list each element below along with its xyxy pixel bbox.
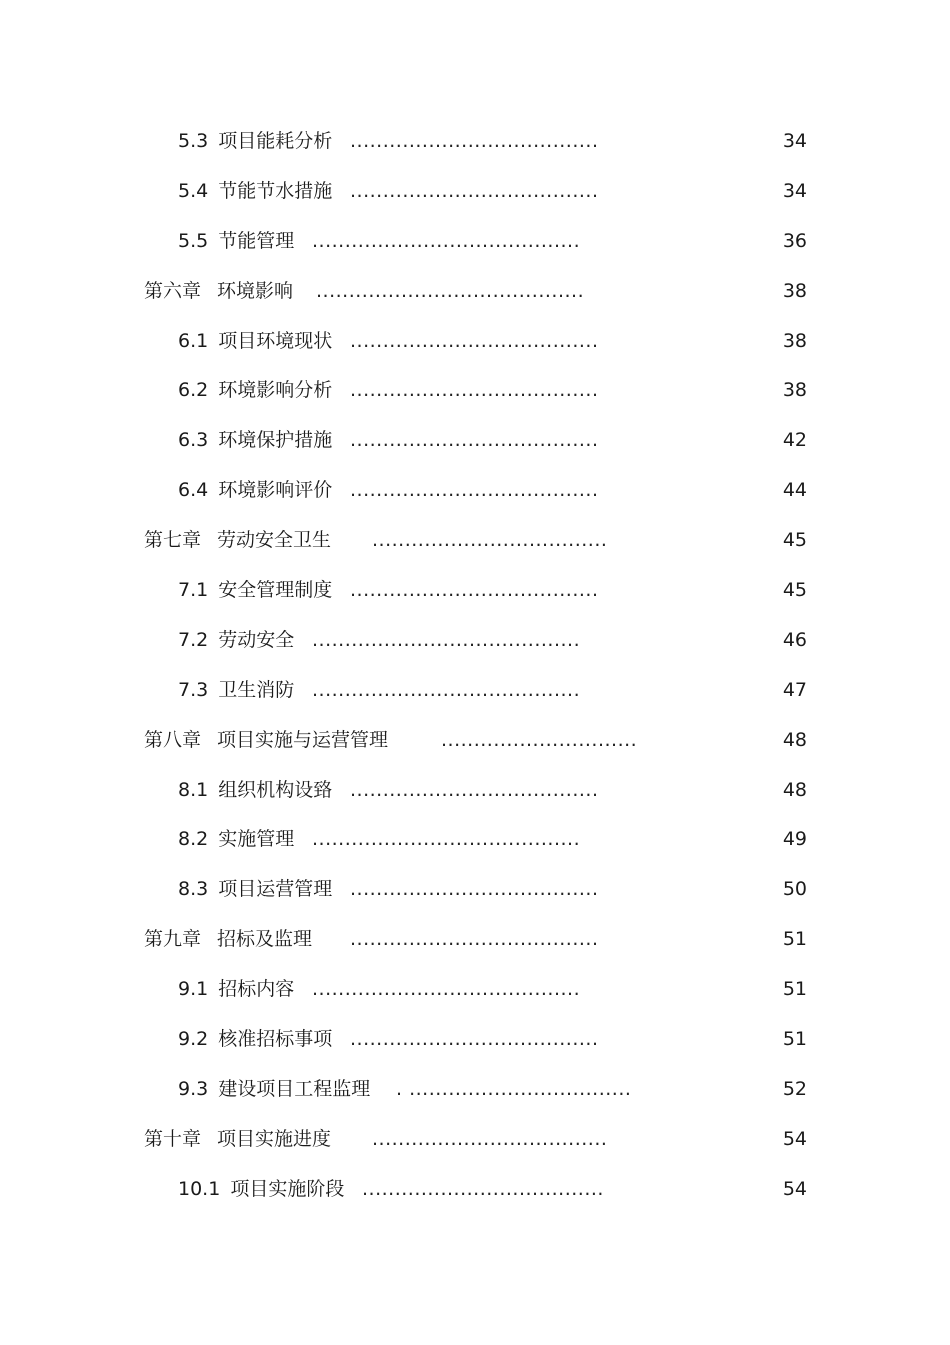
toc-entry-label (178, 565, 332, 615)
toc-page-number: 38 (782, 329, 807, 352)
toc-section-number: 8.2 (178, 828, 209, 851)
toc-dot-leader: ...................................... (350, 479, 599, 502)
toc-page-number: 51 (782, 928, 807, 951)
toc-section-entry[interactable] (0, 1014, 950, 1064)
toc-page-number: 52 (782, 1077, 807, 1100)
toc-entry-title: 核准招标事项 (218, 1028, 333, 1051)
toc-dot-leader: . .................................. (396, 1077, 632, 1100)
toc-section-entry[interactable] (0, 465, 950, 515)
toc-entry-title: 项目环境现状 (218, 329, 333, 352)
toc-section-entry[interactable] (0, 615, 950, 665)
toc-chapter-number: 第十章 (144, 1127, 202, 1150)
toc-section-entry[interactable] (0, 964, 950, 1014)
toc-section-number: 6.1 (178, 329, 209, 352)
toc-dot-leader: ...................................... (350, 878, 599, 901)
toc-chapter-number: 第九章 (144, 928, 202, 951)
toc-section-number: 8.1 (178, 778, 209, 801)
toc-chapter-number: 第六章 (144, 279, 202, 302)
toc-section-entry[interactable] (0, 365, 950, 415)
toc-entry-label (178, 465, 332, 515)
toc-page-number: 38 (782, 279, 807, 302)
toc-page-number: 51 (782, 1028, 807, 1051)
toc-dot-leader: ..................................... (362, 1177, 604, 1200)
toc-page-number: 51 (782, 978, 807, 1001)
toc-section-number: 9.3 (178, 1077, 209, 1100)
toc-chapter-entry[interactable] (0, 914, 950, 964)
toc-entry-label (144, 266, 293, 316)
toc-section-entry[interactable] (0, 1164, 950, 1214)
toc-entry-title: 组织机构设臵 (218, 778, 333, 801)
toc-page-number: 36 (782, 229, 807, 252)
toc-entry-label (178, 765, 332, 815)
toc-entry-label (178, 814, 294, 864)
toc-entry-title: 招标及监理 (217, 928, 313, 951)
table-of-contents (0, 116, 950, 1214)
toc-entry-title: 建设项目工程监理 (218, 1077, 371, 1100)
toc-dot-leader: ...................................... (350, 130, 599, 152)
toc-chapter-entry[interactable] (0, 715, 950, 765)
toc-section-number: 9.1 (178, 978, 209, 1001)
toc-section-entry[interactable] (0, 216, 950, 266)
toc-section-number: 7.1 (178, 579, 209, 602)
toc-entry-label (178, 1164, 344, 1214)
toc-entry-title: 项目能耗分析 (218, 130, 333, 152)
toc-section-number: 5.4 (178, 179, 209, 202)
toc-chapter-number: 第八章 (144, 728, 202, 751)
toc-section-number: 9.2 (178, 1028, 209, 1051)
toc-section-number: 10.1 (178, 1177, 221, 1200)
toc-page-number: 42 (782, 429, 807, 452)
toc-dot-leader: ...................................... (350, 579, 599, 602)
toc-dot-leader: ...................................... (350, 379, 599, 402)
toc-entry-label (178, 665, 294, 715)
toc-chapter-number: 第七章 (144, 529, 202, 552)
toc-section-entry[interactable] (0, 864, 950, 914)
toc-entry-title: 环境影响 (217, 279, 294, 302)
toc-section-number: 5.5 (178, 229, 209, 252)
toc-entry-title: 项目实施与运营管理 (217, 728, 389, 751)
toc-section-number: 7.2 (178, 628, 209, 651)
toc-entry-title: 环境影响评价 (218, 479, 333, 502)
toc-entry-title: 安全管理制度 (218, 579, 333, 602)
toc-dot-leader: ......................................... (312, 628, 581, 651)
toc-entry-title: 环境保护措施 (218, 429, 333, 452)
toc-page-number: 46 (782, 628, 807, 651)
toc-dot-leader: ......................................... (312, 978, 581, 1001)
toc-dot-leader: ......................................... (316, 279, 585, 302)
toc-entry-label (144, 715, 388, 765)
toc-entry-title: 招标内容 (218, 978, 295, 1001)
toc-page-number: 34 (782, 130, 807, 152)
toc-dot-leader: ...................................... (350, 179, 599, 202)
toc-page-number: 54 (782, 1177, 807, 1200)
toc-entry-label (178, 365, 332, 415)
toc-section-entry[interactable] (0, 166, 950, 216)
toc-entry-title: 项目实施进度 (217, 1127, 332, 1150)
toc-section-entry[interactable] (0, 814, 950, 864)
toc-page-number: 38 (782, 379, 807, 402)
toc-chapter-entry[interactable] (0, 1114, 950, 1164)
toc-page-number: 48 (782, 778, 807, 801)
toc-section-number: 8.3 (178, 878, 209, 901)
toc-section-entry[interactable] (0, 565, 950, 615)
toc-entry-label (144, 515, 331, 565)
toc-section-entry[interactable] (0, 316, 950, 366)
toc-section-number: 5.3 (178, 130, 209, 152)
toc-page-number: 45 (782, 579, 807, 602)
toc-section-entry[interactable] (0, 1064, 950, 1114)
toc-page-number: 47 (782, 678, 807, 701)
toc-chapter-entry[interactable] (0, 515, 950, 565)
toc-section-entry[interactable] (0, 765, 950, 815)
toc-page-number: 48 (782, 728, 807, 751)
toc-entry-label (178, 615, 294, 665)
toc-section-number: 7.3 (178, 678, 209, 701)
toc-entry-label (178, 316, 332, 366)
toc-entry-label (144, 1114, 331, 1164)
toc-chapter-entry[interactable] (0, 266, 950, 316)
toc-entry-label (178, 1064, 370, 1114)
toc-entry-label (178, 116, 332, 166)
toc-page-number: 49 (782, 828, 807, 851)
toc-entry-label (178, 216, 294, 266)
toc-section-entry[interactable] (0, 415, 950, 465)
toc-page-number: 50 (782, 878, 807, 901)
toc-dot-leader: ...................................... (350, 329, 599, 352)
toc-page-number: 34 (782, 179, 807, 202)
toc-page-number: 45 (782, 529, 807, 552)
toc-dot-leader: ...................................... (350, 1028, 599, 1051)
toc-entry-label (144, 914, 312, 964)
toc-section-number: 6.3 (178, 429, 209, 452)
toc-entry-title: 劳动安全卫生 (217, 529, 332, 552)
toc-dot-leader: .............................. (441, 728, 638, 751)
toc-dot-leader: ...................................... (350, 928, 599, 951)
toc-entry-title: 节能管理 (218, 229, 295, 252)
toc-entry-label (178, 1014, 332, 1064)
toc-section-entry[interactable] (0, 665, 950, 715)
toc-entry-title: 实施管理 (218, 828, 295, 851)
toc-dot-leader: .................................... (372, 1127, 608, 1150)
toc-entry-title: 节能节水措施 (218, 179, 333, 202)
toc-entry-title: 项目运营管理 (218, 878, 333, 901)
toc-entry-label (178, 415, 332, 465)
toc-dot-leader: ......................................... (312, 828, 581, 851)
toc-section-number: 6.4 (178, 479, 209, 502)
toc-page-number: 44 (782, 479, 807, 502)
toc-page-number: 54 (782, 1127, 807, 1150)
toc-dot-leader: ......................................... (312, 678, 581, 701)
toc-entry-label (178, 964, 294, 1014)
toc-section-entry[interactable] (0, 116, 950, 166)
toc-entry-title: 环境影响分析 (218, 379, 333, 402)
toc-entry-label (178, 166, 332, 216)
toc-entry-title: 项目实施阶段 (230, 1177, 345, 1200)
toc-entry-label (178, 864, 332, 914)
toc-dot-leader: ...................................... (350, 429, 599, 452)
toc-dot-leader: ...................................... (350, 778, 599, 801)
toc-dot-leader: ......................................... (312, 229, 581, 252)
toc-section-number: 6.2 (178, 379, 209, 402)
toc-dot-leader: .................................... (372, 529, 608, 552)
toc-entry-title: 劳动安全 (218, 628, 295, 651)
toc-entry-title: 卫生消防 (218, 678, 295, 701)
